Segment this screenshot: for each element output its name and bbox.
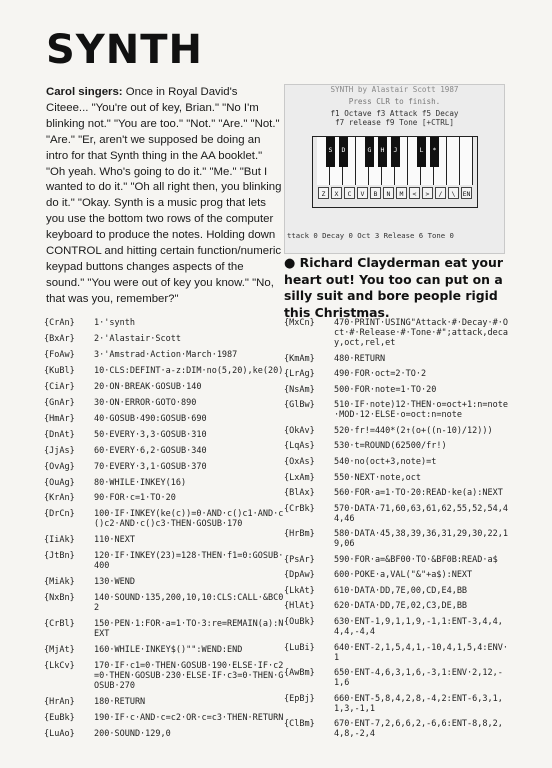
line-checksum: {NsAm}: [284, 384, 315, 395]
piano-black-key: L: [417, 137, 426, 167]
code-line: [284, 426, 510, 436]
line-code: 190·IF·c·AND·c=c2·OR·c=c3·THEN·RETURN: [94, 713, 284, 724]
code-line: [284, 570, 510, 580]
line-checksum: {KuBl}: [44, 365, 75, 376]
keyboard-letter-key: /: [435, 187, 446, 199]
code-line: [44, 535, 284, 545]
keyboard-letter-key: EN: [461, 187, 472, 199]
intro-body: Once in Royal David's Citeee... "You're out of key, Brian." "No I'm blinking not." "You are too." "Not." "Are." "Not." "Are." "Er, aren't we supposed be doing an intro for that Synth thing in the AA booklet." "Oh yeah. Who's going to do it." "Me." "But I wanted to do it." "Oh all right then, you blinking do it." "Okay. Synth is a music prog that lets you use the bottom two rows of the computer keyboard to produce the notes. Holding down CONTROL and hitting certain function/numeric keypad buttons changes aspects of the sound." "You were out of key you know." "No, that was you, remember?": [46, 86, 282, 305]
code-line: [44, 713, 284, 723]
intro-lead: Carol singers:: [46, 86, 123, 98]
line-code: 650·ENT-4,6,3,1,6,-3,1:ENV·2,12,-1,6: [334, 668, 503, 689]
code-line: [284, 668, 510, 688]
line-code: 580·DATA·45,38,39,36,31,29,30,22,19,06: [334, 529, 508, 550]
line-checksum: {HmAr}: [44, 413, 75, 424]
line-code: 590·FOR·a=&BF00·TO·&BF0B:READ·a$: [334, 554, 498, 565]
code-line: [284, 473, 510, 483]
line-checksum: {BlAx}: [284, 488, 315, 499]
keyboard-letter-key: \: [448, 187, 459, 199]
line-code: 30·ON·ERROR·GOTO·890: [94, 397, 197, 408]
line-code: 540·no(oct+3,note)=t: [334, 456, 437, 467]
line-code: 80·WHILE·INKEY(16): [94, 477, 187, 488]
line-checksum: {ClBm}: [284, 719, 315, 730]
line-checksum: {OvAg}: [44, 461, 75, 472]
line-checksum: {DrCn}: [44, 509, 75, 520]
code-line: [44, 493, 284, 503]
line-code: 130·WEND: [94, 577, 135, 588]
line-checksum: {DnAt}: [44, 429, 75, 440]
code-line: [284, 719, 510, 739]
code-line: [44, 645, 284, 655]
line-checksum: {LkCv}: [44, 661, 75, 672]
line-code: 610·DATA·DD,7E,00,CD,E4,BB: [334, 585, 468, 596]
code-line: [44, 661, 284, 691]
line-checksum: {MxCn}: [284, 318, 315, 328]
code-line: [44, 350, 284, 360]
line-checksum: {LuBi}: [284, 642, 315, 653]
keyboard-letter-key: V: [357, 187, 368, 199]
line-code: 40·GOSUB·490:GOSUB·690: [94, 413, 207, 424]
code-line: [44, 318, 284, 328]
line-checksum: {JjAs}: [44, 445, 75, 456]
line-checksum: {AwBm}: [284, 668, 315, 679]
line-code: 570·DATA·71,60,63,61,62,55,52,54,44,46: [334, 503, 508, 524]
keyboard-letter-key: <: [409, 187, 420, 199]
code-listing-left: [44, 318, 284, 745]
line-code: 490·FOR·oct=2·TO·2: [334, 369, 427, 380]
code-listing-right: [284, 318, 510, 745]
code-line: [44, 577, 284, 587]
line-checksum: {LqAs}: [284, 441, 315, 452]
code-line: [44, 619, 284, 639]
program-screenshot: [284, 84, 505, 254]
piano-black-key: H: [378, 137, 387, 167]
line-code: 50·EVERY·3,3·GOSUB·310: [94, 429, 207, 440]
line-code: 160·WHILE·INKEY$()"":WEND:END: [94, 645, 243, 656]
keyboard-letter-key: N: [383, 187, 394, 199]
screenshot-credit-line: SYNTH by Alastair Scott 1987: [330, 85, 459, 94]
code-line: [284, 694, 510, 714]
line-code: 660·ENT-5,8,4,2,8,-4,2:ENT-6,3,1,1,3,-1,1: [334, 693, 503, 714]
line-checksum: {HrAn}: [44, 697, 75, 708]
line-checksum: {MjAt}: [44, 645, 75, 656]
code-line: [284, 504, 510, 524]
piano-black-key: J: [391, 137, 400, 167]
intro-paragraph: [46, 85, 282, 308]
screenshot-menu-line-2: f7 release f9 Tone [+CTRL]: [335, 118, 454, 127]
code-line: [44, 414, 284, 424]
keyboard-letter-key: >: [422, 187, 433, 199]
code-line: [284, 601, 510, 611]
line-code: 470·PRINT·USING"Attack·#·Decay·#·Oct·#·Release·#·Tone·#";attack,decay,oct,rel,et: [334, 318, 508, 348]
piano-black-key: S: [326, 137, 335, 167]
line-code: 3·'Amstrad·Action·March·1987: [94, 349, 238, 360]
line-checksum: {LxAm}: [284, 472, 315, 483]
article-title: SYNTH: [46, 27, 204, 73]
photo-caption: [284, 255, 506, 321]
line-code: 100·IF·INKEY(ke(c))=0·AND·c()c1·AND·c()c2·AND·c()c3·THEN·GOSUB·170: [94, 509, 284, 530]
code-line: [44, 382, 284, 392]
line-checksum: {GnAr}: [44, 397, 75, 408]
piano-white-key: [447, 137, 460, 185]
code-line: [44, 478, 284, 488]
code-line: [284, 529, 510, 549]
keyboard-letter-key: Z: [318, 187, 329, 199]
code-line: [44, 398, 284, 408]
code-line: [44, 334, 284, 344]
line-code: 120·IF·INKEY(23)=128·THEN·f1=0:GOSUB·400: [94, 551, 284, 572]
line-code: 200·SOUND·129,0: [94, 728, 171, 739]
code-line: [284, 441, 510, 451]
code-line: [44, 366, 284, 376]
code-line: [44, 446, 284, 456]
line-code: 1·'synth: [94, 318, 135, 328]
code-line: [284, 354, 510, 364]
caption-bullet: ●: [284, 256, 296, 271]
line-checksum: {EpBj}: [284, 693, 315, 704]
code-line: [284, 643, 510, 663]
line-checksum: {HlAt}: [284, 601, 315, 612]
code-line: [44, 430, 284, 440]
line-checksum: {LrAg}: [284, 369, 315, 380]
code-line: [44, 697, 284, 707]
line-code: 2·'Alastair·Scott: [94, 333, 181, 344]
code-line: [284, 457, 510, 467]
line-code: 150·PEN·1:FOR·a=1·TO·3:re=REMAIN(a):NEXT: [94, 619, 284, 640]
line-code: 600·POKE·a,VAL("&"+a$):NEXT: [334, 570, 473, 581]
line-checksum: {LkAt}: [284, 585, 315, 596]
piano-white-key: [460, 137, 473, 185]
line-checksum: {IiAk}: [44, 535, 75, 546]
line-code: 480·RETURN: [334, 353, 386, 364]
line-code: 520·fr!=440*(2↑(o+((n-10)/12))): [334, 425, 493, 436]
code-line: [284, 586, 510, 596]
line-code: 110·NEXT: [94, 535, 135, 546]
keyboard-letter-key: X: [331, 187, 342, 199]
code-line: [44, 509, 284, 529]
line-code: 560·FOR·a=1·TO·20:READ·ke(a):NEXT: [334, 488, 503, 499]
line-checksum: {EuBk}: [44, 713, 75, 724]
line-code: 140·SOUND·135,200,10,10:CLS:CALL·&BC02: [94, 593, 284, 614]
piano-black-key: G: [365, 137, 374, 167]
line-code: 530·t=ROUND(62500/fr!): [334, 441, 447, 452]
line-code: 550·NEXT·note,oct: [334, 472, 421, 483]
screenshot-finish-line: Press CLR to finish.: [348, 97, 441, 106]
code-line: [44, 593, 284, 613]
screenshot-status-line: ttack 0 Decay 0 Oct 3 Release 6 Tone 0: [287, 231, 454, 240]
code-line: [44, 551, 284, 571]
code-line: [284, 617, 510, 637]
line-checksum: {JtBn}: [44, 551, 75, 562]
code-line: [284, 318, 510, 348]
line-checksum: {OuBk}: [284, 617, 315, 627]
line-code: 20·ON·BREAK·GOSUB·140: [94, 381, 202, 392]
line-checksum: {KmAm}: [284, 353, 315, 364]
line-checksum: {HrBm}: [284, 529, 315, 540]
line-checksum: {PsAr}: [284, 554, 315, 565]
line-checksum: {OxAs}: [284, 456, 315, 467]
line-code: 180·RETURN: [94, 697, 146, 708]
code-line: [284, 555, 510, 565]
line-checksum: {CrAn}: [44, 318, 75, 328]
line-checksum: {NxBn}: [44, 593, 75, 604]
line-checksum: {OuAg}: [44, 477, 75, 488]
line-code: 640·ENT-2,1,5,4,1,-10,4,1,5,4:ENV·1: [334, 642, 508, 663]
line-code: 620·DATA·DD,7E,02,C3,DE,BB: [334, 601, 468, 612]
keyboard-letter-key: M: [396, 187, 407, 199]
line-checksum: {OkAv}: [284, 425, 315, 436]
keyboard-letter-key: C: [344, 187, 355, 199]
caption-text: Richard Clayderman eat your heart out! You too can put on a silly suit and bore people rigid this Christmas.: [284, 255, 503, 320]
line-code: 90·FOR·c=1·TO·20: [94, 493, 176, 504]
line-checksum: {KrAn}: [44, 493, 75, 504]
piano-black-key: D: [339, 137, 348, 167]
screenshot-menu-line-1: f1 Octave f3 Attack f5 Decay: [330, 109, 459, 118]
piano-black-key: *: [430, 137, 439, 167]
line-checksum: {CiAr}: [44, 381, 75, 392]
line-code: 670·ENT-7,2,6,6,2,-6,6:ENT-8,8,2,4,8,-2,4: [334, 719, 503, 740]
line-code: 500·FOR·note=1·TO·20: [334, 384, 437, 395]
line-code: 70·EVERY·3,1·GOSUB·370: [94, 461, 207, 472]
code-line: [284, 385, 510, 395]
code-line: [284, 369, 510, 379]
line-checksum: {CrBl}: [44, 619, 75, 630]
line-checksum: {MiAk}: [44, 577, 75, 588]
keyboard-letter-key: B: [370, 187, 381, 199]
line-checksum: {FoAw}: [44, 349, 75, 360]
code-line: [284, 400, 510, 420]
code-line: [284, 488, 510, 498]
line-checksum: {CrBk}: [284, 503, 315, 514]
line-checksum: {BxAr}: [44, 333, 75, 344]
code-line: [44, 462, 284, 472]
piano-keyboard: [312, 136, 478, 208]
line-code: 60·EVERY·6,2·GOSUB·340: [94, 445, 207, 456]
line-code: 510·IF·note)12·THEN·o=oct+1:n=note·MOD·12·ELSE·o=oct:n=note: [334, 400, 508, 421]
code-line: [44, 729, 284, 739]
line-checksum: {LuAo}: [44, 728, 75, 739]
line-code: 170·IF·c1=0·THEN·GOSUB·190·ELSE·IF·c2=0·THEN·GOSUB·230·ELSE·IF·c3=0·THEN·GOSUB·270: [94, 661, 284, 692]
line-code: 10·CLS:DEFINT·a-z:DIM·no(5,20),ke(20): [94, 365, 284, 376]
line-code: 630·ENT-1,9,1,1,9,-1,1:ENT-3,4,4,4,4,-4,4: [334, 617, 503, 637]
line-checksum: {GlBw}: [284, 400, 315, 411]
line-checksum: {DpAw}: [284, 570, 315, 581]
